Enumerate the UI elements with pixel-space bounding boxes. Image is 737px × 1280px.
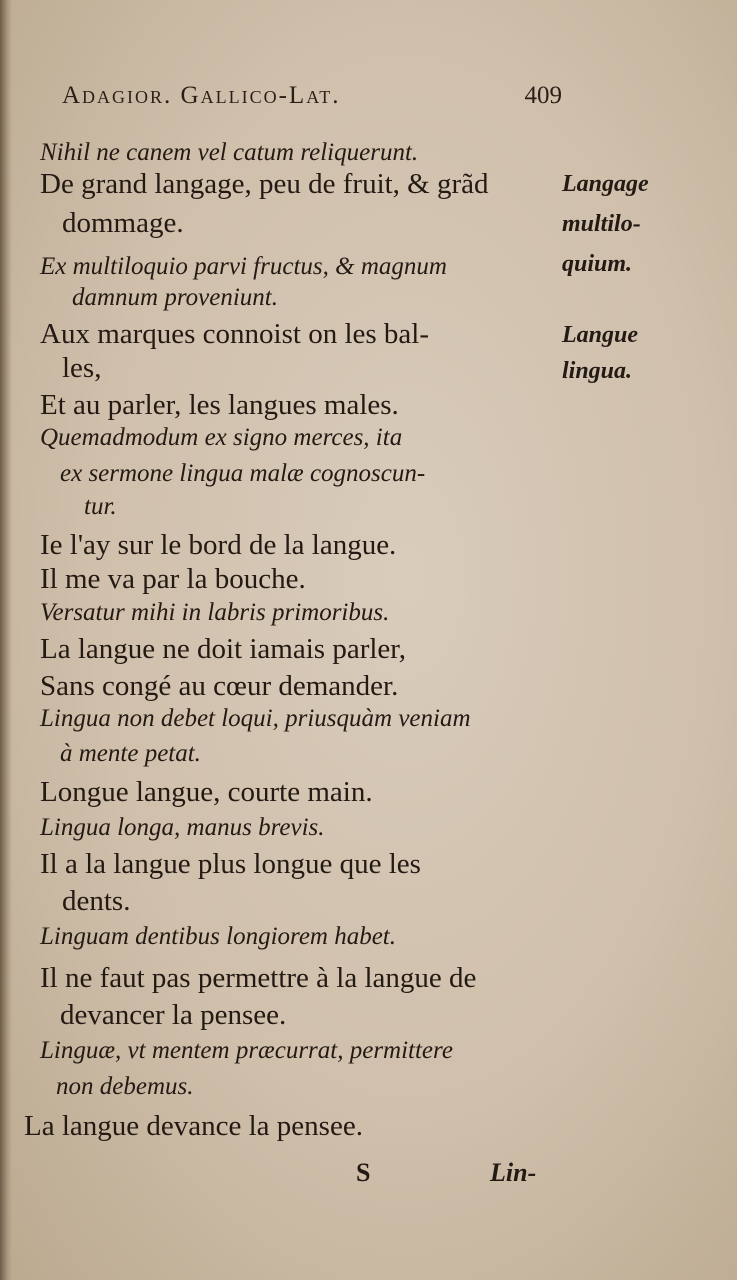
text-line: Il me va par la bouche. (40, 563, 306, 595)
text-line: tur. (84, 493, 117, 520)
text-line: De grand langage, peu de fruit, & grãd (40, 168, 489, 200)
text-line: ex sermone lingua malæ cognoscun- (60, 460, 426, 487)
text-line: à mente petat. (60, 740, 201, 767)
running-title: Adagior. Gallico-Lat. (62, 82, 341, 109)
margin-note: lingua. (562, 358, 633, 384)
text-line: Ie l'ay sur le bord de la langue. (40, 529, 397, 561)
signature-mark: S (356, 1158, 371, 1187)
catchword: Lin- (490, 1158, 537, 1187)
running-header (62, 82, 562, 110)
margin-note: Langue (562, 322, 639, 348)
text-line: les, (62, 352, 102, 384)
text-line: non debemus. (56, 1073, 194, 1100)
text-line: Linguæ, vt mentem præcurrat, permittere (40, 1037, 453, 1064)
text-line: Il a la langue plus longue que les (40, 848, 421, 880)
text-line: Aux marques connoist on les bal- (40, 318, 430, 350)
page-number: 409 (524, 82, 562, 109)
text-line: La langue devance la pensee. (24, 1110, 363, 1142)
text-line: damnum proveniunt. (72, 284, 278, 311)
text-line: Il ne faut pas permettre à la langue de (40, 962, 477, 994)
text-line: Lingua longa, manus brevis. (40, 814, 325, 841)
text-line: La langue ne doit iamais parler, (40, 633, 407, 665)
text-line: devancer la pensee. (60, 999, 287, 1031)
page-gutter-shadow (0, 0, 12, 1280)
text-line: Ex multiloquio parvi fructus, & magnum (40, 253, 447, 280)
margin-note: Langage (562, 171, 649, 197)
text-line: Linguam dentibus longiorem habet. (40, 923, 397, 950)
text-line: Et au parler, les langues males. (40, 389, 399, 421)
text-line: dommage. (62, 207, 184, 239)
margin-note: multilo- (562, 211, 641, 237)
text-line: Versatur mihi in labris primoribus. (40, 599, 390, 626)
text-line: Lingua non debet loqui, priusquàm veniam (40, 705, 471, 732)
text-line: Longue langue, courte main. (40, 776, 373, 808)
margin-note: quium. (562, 251, 633, 277)
text-line: Nihil ne canem vel catum reliquerunt. (40, 139, 419, 166)
text-line: Quemadmodum ex signo merces, ita (40, 424, 403, 451)
text-line: Sans congé au cœur demander. (40, 670, 399, 702)
text-line: dents. (62, 885, 131, 917)
